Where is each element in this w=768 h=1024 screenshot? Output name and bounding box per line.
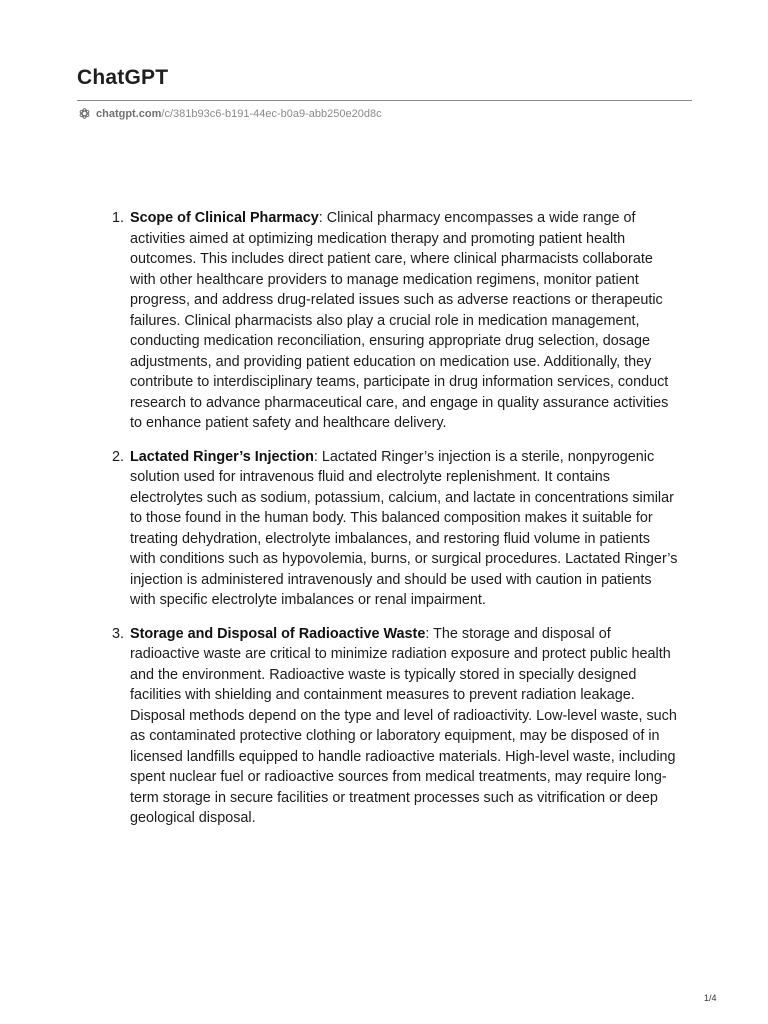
source-domain[interactable]: chatgpt.com <box>96 107 162 120</box>
page-number: 1/4 <box>704 993 717 1003</box>
list-item <box>106 624 678 829</box>
item-heading: Lactated Ringer’s Injection <box>130 448 314 465</box>
list-item <box>106 447 678 611</box>
item-number: 1. <box>112 210 125 226</box>
list-item <box>106 208 678 434</box>
source-link[interactable] <box>78 107 382 120</box>
item-heading: Storage and Disposal of Radioactive Waste <box>130 625 426 642</box>
item-number: 3. <box>112 625 125 642</box>
item-body: : The storage and disposal of radioactive waste are critical to minimize radiation exposure and protect public health and the environment. Radioactive waste is typically stored in specially designed facilities with shielding and containment measures to prevent radiation leakage. Disposal methods depend on the type and level of radioactivity. Low-level waste, such as contaminated protective clothing or laboratory equipment, may be disposed of in licensed landfills equipped to handle radioactive materials. High-level waste, including spent nuclear fuel or radioactive sources from medical treatments, may require long-term storage in secure facilities or treatment processes such as vitrification or deep geological disposal. <box>130 625 677 826</box>
item-body: : Lactated Ringer’s injection is a sterile, nonpyrogenic solution used for intravenous fluid and electrolyte replenishment. It contains electrolytes such as sodium, potassium, calcium, and lactate in concentrations similar to those found in the human body. This balanced composition makes it suitable for treating dehydration, electrolyte imbalances, and restoring fluid volume in patients with conditions such as hypovolemia, burns, or surgical procedures. Lactated Ringer’s injection is administered intravenously and should be used with caution in patients with specific electrolyte imbalances or renal impairment. <box>130 448 678 608</box>
source-path[interactable]: /c/381b93c6-b191-44ec-b0a9-abb250e20d8c <box>161 107 382 120</box>
item-number: 2. <box>112 448 125 465</box>
page-title: ChatGPT <box>77 66 169 89</box>
content-list <box>106 208 678 842</box>
item-body: : Clinical pharmacy encompasses a wide range of activities aimed at optimizing medication therapy and promoting patient health outcomes. This includes direct patient care, where clinical pharmacists collaborate with other healthcare providers to manage medication regimens, monitor patient progress, and address drug-related issues such as adverse reactions or therapeutic failures. Clinical pharmacists also play a crucial role in medication management, conducting medication reconciliation, ensuring appropriate drug selection, dosage adjustments, and providing patient education on medication use. Additionally, they contribute to interdisciplinary teams, participate in drug information services, conduct research to advance pharmaceutical care, and engage in quality assurance activities to enhance patient safety and healthcare delivery. <box>130 210 669 431</box>
chatgpt-logo-icon <box>78 107 91 120</box>
title-divider <box>77 100 692 101</box>
item-heading: Scope of Clinical Pharmacy <box>130 210 319 226</box>
